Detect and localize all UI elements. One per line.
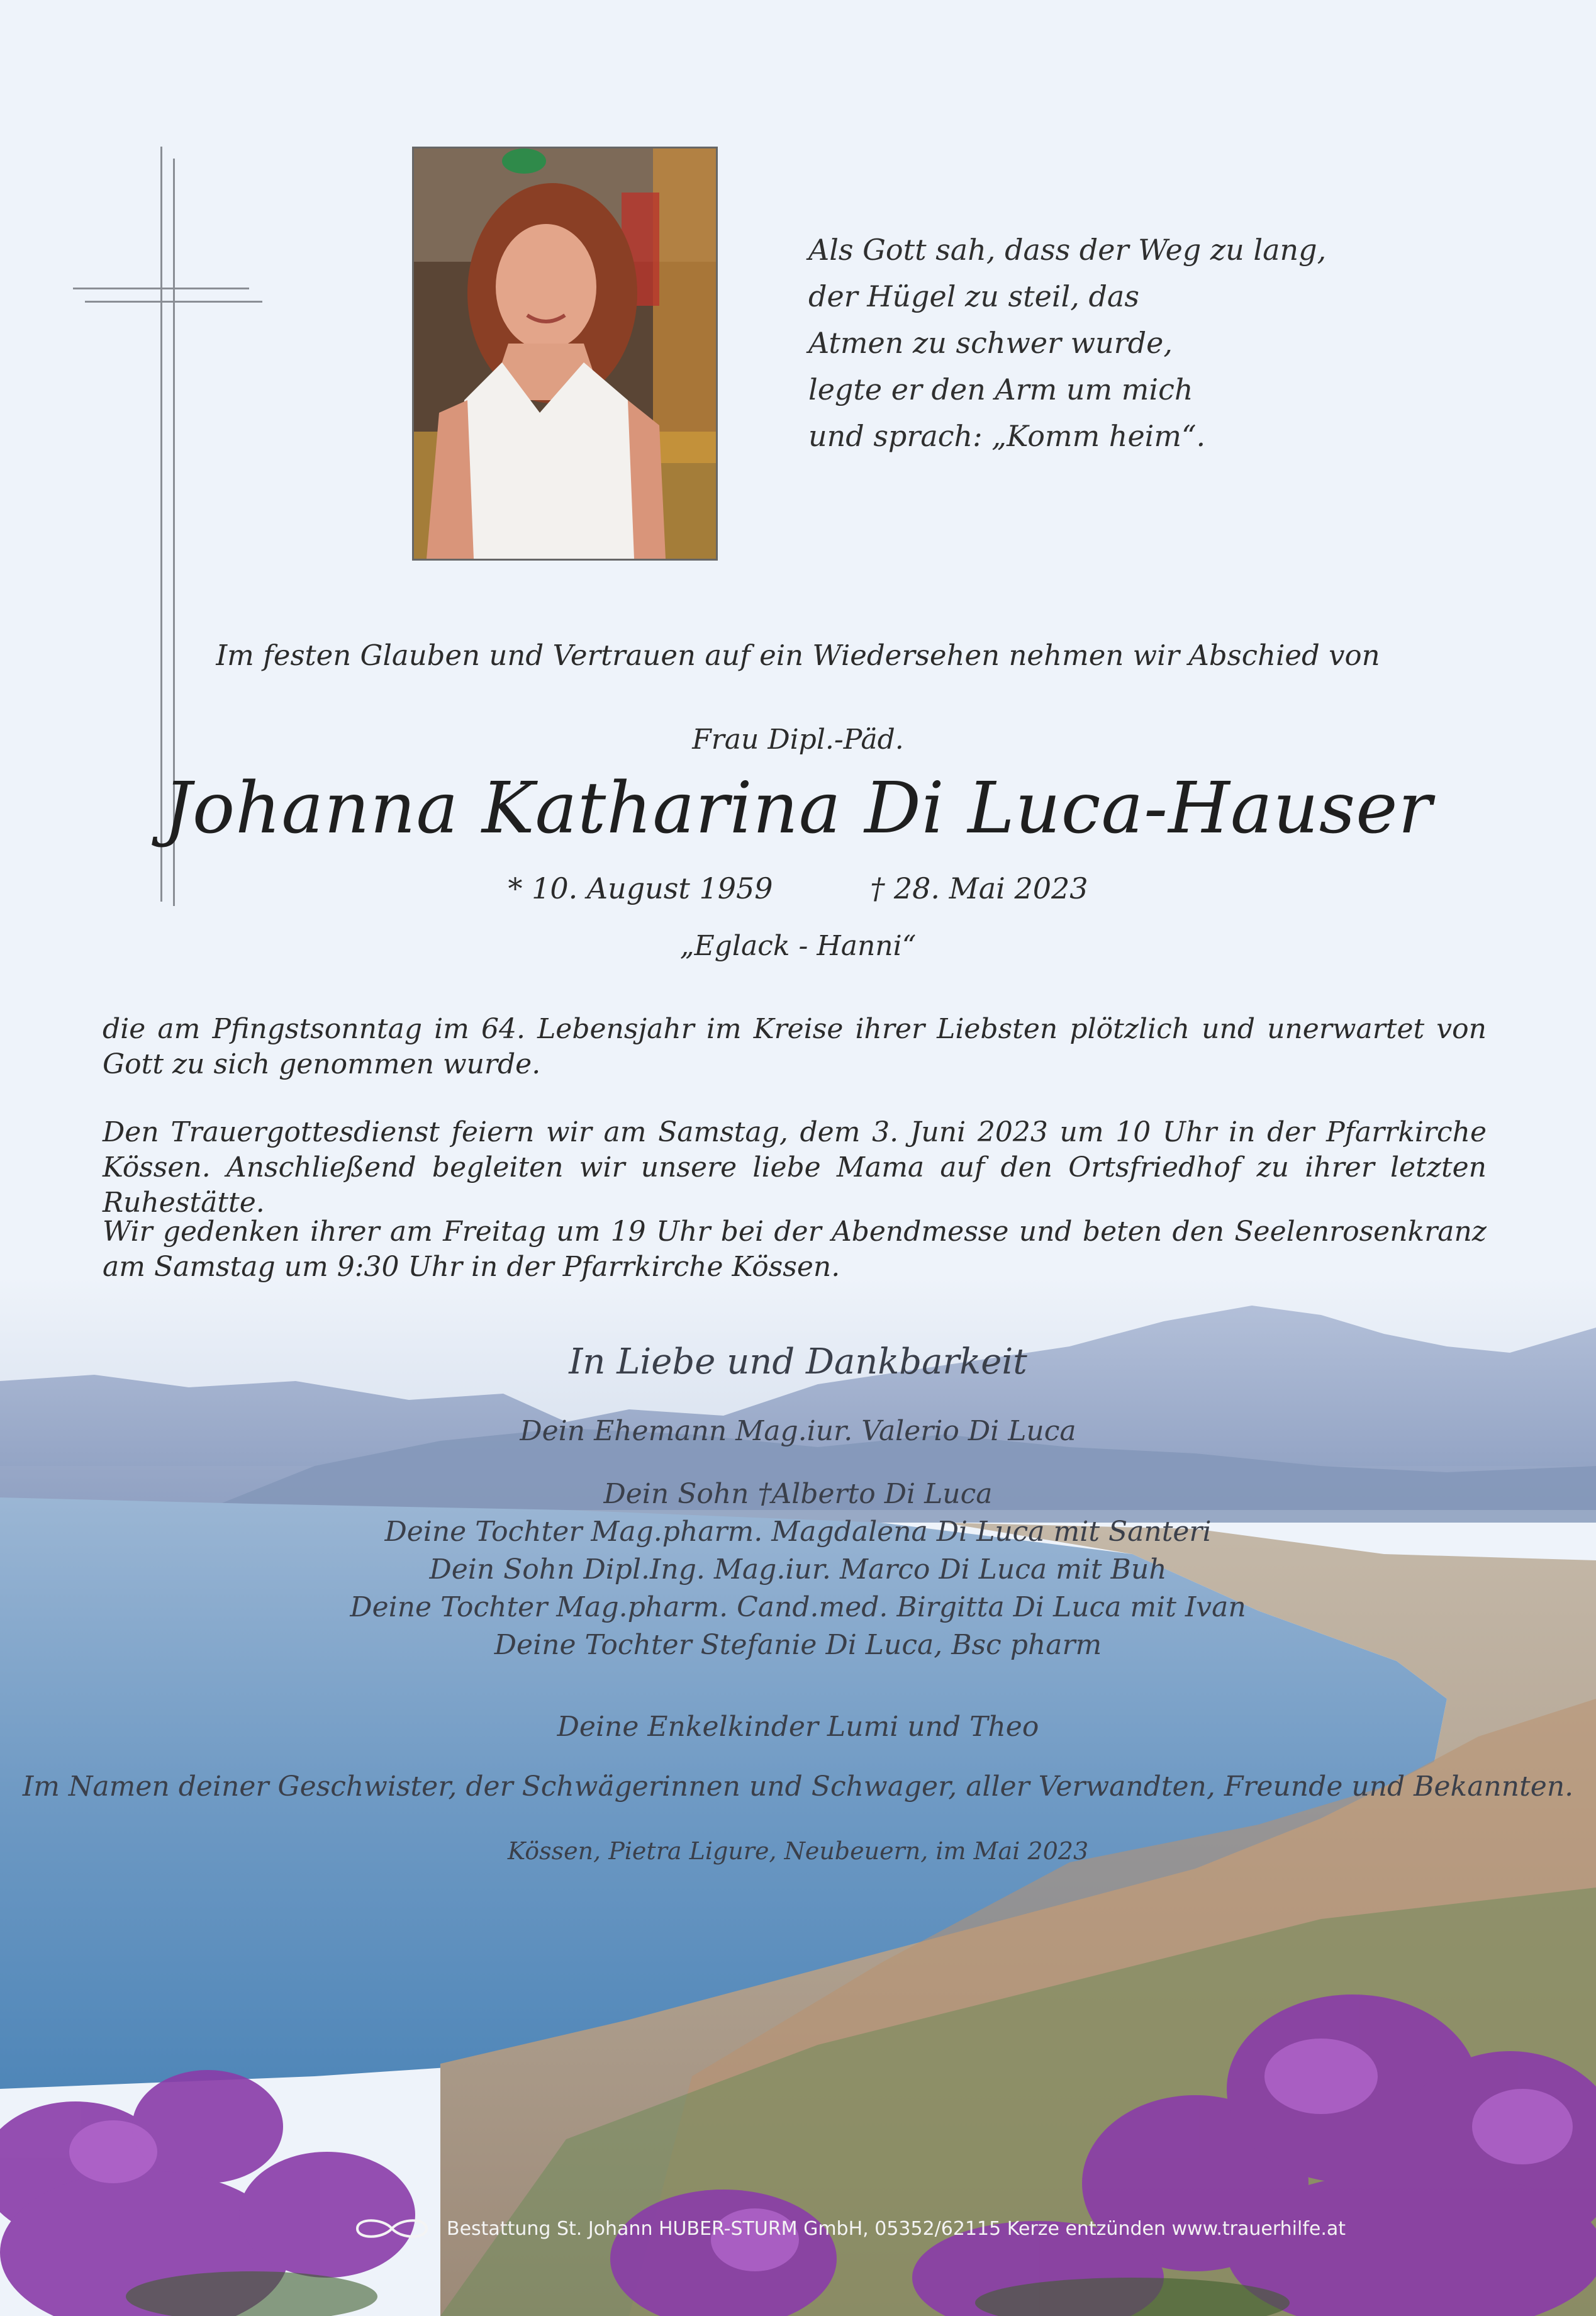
cross-horizontal-line-inner: [85, 301, 262, 303]
infinity-logo-icon: [345, 2213, 439, 2244]
grandchildren-line: Deine Enkelkinder Lumi und Theo: [557, 1711, 1039, 1743]
children-list: [0, 1475, 1596, 1664]
relatives-line: Im Namen deiner Geschwister, der Schwägerinnen und Schwager, aller Verwandten, Freunde und Bekannten.: [22, 1771, 1574, 1803]
paragraph-passing: die am Pfingstsonntag im 64. Lebensjahr im Kreise ihrer Liebsten plötzlich und unerwartet von Gott zu sich genommen wurde.: [103, 1013, 1487, 1080]
cross-horizontal-line: [73, 288, 249, 289]
child-line: Deine Tochter Mag.pharm. Cand.med. Birgitta Di Luca mit Ivan: [350, 1591, 1246, 1623]
nickname: „Eglack - Hanni“: [679, 930, 917, 962]
poem-line: und sprach: „Komm heim“.: [808, 419, 1206, 453]
title-prefix: Frau Dipl.-Päd.: [692, 724, 904, 756]
death-date: † 28. Mai 2023: [870, 871, 1088, 905]
place-date: Kössen, Pietra Ligure, Neubeuern, im Mai 2023: [507, 1837, 1089, 1865]
paragraph-rosary: Wir gedenken ihrer am Freitag um 19 Uhr bei der Abendmesse und beten den Seelenrosenkranz am Samstag um 9:30 Uhr in der Pfarrkirche Kössen.: [103, 1216, 1487, 1283]
footer: [345, 2210, 1351, 2247]
poem-line: Als Gott sah, dass der Weg zu lang,: [808, 233, 1327, 267]
husband-line: Dein Ehemann Mag.iur. Valerio Di Luca: [520, 1415, 1076, 1447]
poem-line: legte er den Arm um mich: [808, 372, 1193, 406]
poem-line: der Hügel zu steil, das: [808, 279, 1139, 313]
paragraph-funeral: Den Trauergottesdienst feiern wir am Samstag, dem 3. Juni 2023 um 10 Uhr in der Pfarrkirche Kössen. Anschließend begleiten wir unsere liebe Mama auf den Ortsfriedhof zu ihrer letzten Ruhestätte.: [103, 1116, 1487, 1219]
intro-text: Im festen Glauben und Vertrauen auf ein Wiedersehen nehmen wir Abschied von: [216, 639, 1380, 672]
footer-text[interactable]: Bestattung St. Johann HUBER-STURM GmbH, 05352/62115 Kerze entzünden www.trauerhilfe.at: [447, 2217, 1346, 2240]
birth-date: * 10. August 1959: [508, 871, 773, 905]
child-line: Deine Tochter Mag.pharm. Magdalena Di Luca mit Santeri: [384, 1516, 1212, 1548]
thanks-heading: In Liebe und Dankbarkeit: [569, 1341, 1027, 1382]
life-dates: [0, 871, 1596, 905]
poem: [808, 227, 1375, 459]
child-line: Dein Sohn †Alberto Di Luca: [603, 1478, 993, 1510]
child-line: Dein Sohn Dipl.Ing. Mag.iur. Marco Di Luca mit Buh: [429, 1553, 1167, 1586]
child-line: Deine Tochter Stefanie Di Luca, Bsc pharm: [494, 1629, 1102, 1661]
portrait-photo: [412, 147, 718, 561]
deceased-name: Johanna Katharina Di Luca-Hauser: [163, 768, 1433, 849]
poem-line: Atmen zu schwer wurde,: [808, 326, 1173, 360]
